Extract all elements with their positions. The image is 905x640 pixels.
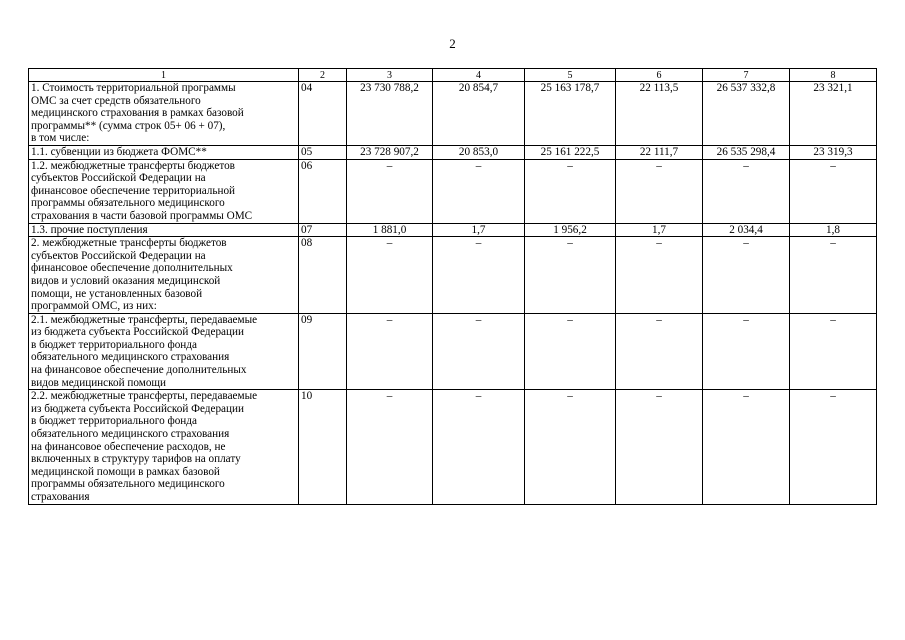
row-value-cell-5: – xyxy=(525,159,616,223)
row-value-cell-6: – xyxy=(616,390,703,504)
header-cell-8: 8 xyxy=(790,69,877,82)
row-value-cell-4: – xyxy=(433,237,525,314)
header-cell-7: 7 xyxy=(703,69,790,82)
header-cell-4: 4 xyxy=(433,69,525,82)
row-value-cell-3: – xyxy=(347,237,433,314)
header-cell-6: 6 xyxy=(616,69,703,82)
row-value-cell-3: 1 881,0 xyxy=(347,223,433,237)
row-value-cell-7: – xyxy=(703,237,790,314)
row-value-cell-6: – xyxy=(616,159,703,223)
row-value-cell-6: – xyxy=(616,313,703,390)
row-value-cell-3: – xyxy=(347,390,433,504)
row-value-cell-7: 2 034,4 xyxy=(703,223,790,237)
table-row xyxy=(29,223,877,237)
row-value-cell-6: 1,7 xyxy=(616,223,703,237)
row-value-cell-8: 23 321,1 xyxy=(790,82,877,146)
row-value-cell-5: – xyxy=(525,313,616,390)
row-value-cell-8: – xyxy=(790,313,877,390)
row-value-cell-8: – xyxy=(790,237,877,314)
table-row xyxy=(29,159,877,223)
row-name-cell: 1.1. субвенции из бюджета ФОМС** xyxy=(29,145,299,159)
row-name-cell: 2.1. межбюджетные трансферты, передаваемые из бюджета субъекта Российской Федерации в бюджет территориального фонда обязательного медицинского страхования на финансовое обеспечение дополнительных видов медицинской помощи xyxy=(29,313,299,390)
row-code-cell: 07 xyxy=(299,223,347,237)
header-cell-5: 5 xyxy=(525,69,616,82)
row-code-cell: 09 xyxy=(299,313,347,390)
row-value-cell-8: – xyxy=(790,390,877,504)
row-value-cell-3: – xyxy=(347,313,433,390)
row-value-cell-4: – xyxy=(433,390,525,504)
row-name-cell: 2.2. межбюджетные трансферты, передаваемые из бюджета субъекта Российской Федерации в бюджет территориального фонда обязательного медицинского страхования на финансовое обеспечение расходов, не включенных в структуру тарифов на оплату медицинской помощи в рамках базовой программы обязательного медицинского страхования xyxy=(29,390,299,504)
row-name-cell: 1.2. межбюджетные трансферты бюджетов субъектов Российской Федерации на финансовое обеспечение территориальной программы обязательного медицинского страхования в части базовой программы ОМС xyxy=(29,159,299,223)
row-value-cell-4: – xyxy=(433,159,525,223)
row-code-cell: 08 xyxy=(299,237,347,314)
header-cell-3: 3 xyxy=(347,69,433,82)
row-code-cell: 06 xyxy=(299,159,347,223)
row-name-cell: 1. Стоимость территориальной программы ОМС за счет средств обязательного медицинского страхования в рамках базовой программы** (сумма строк 05+ 06 + 07), в том числе: xyxy=(29,82,299,146)
header-cell-2: 2 xyxy=(299,69,347,82)
row-code-cell: 10 xyxy=(299,390,347,504)
row-value-cell-7: – xyxy=(703,159,790,223)
row-value-cell-7: – xyxy=(703,390,790,504)
page-number: 2 xyxy=(449,36,456,51)
table-row xyxy=(29,390,877,504)
row-value-cell-8: 23 319,3 xyxy=(790,145,877,159)
row-name-cell: 1.3. прочие поступления xyxy=(29,223,299,237)
data-table xyxy=(28,68,877,505)
row-value-cell-5: 25 163 178,7 xyxy=(525,82,616,146)
row-value-cell-5: 1 956,2 xyxy=(525,223,616,237)
row-value-cell-6: 22 111,7 xyxy=(616,145,703,159)
row-value-cell-4: 20 854,7 xyxy=(433,82,525,146)
row-value-cell-4: 20 853,0 xyxy=(433,145,525,159)
row-value-cell-5: – xyxy=(525,237,616,314)
table-row xyxy=(29,313,877,390)
row-value-cell-8: 1,8 xyxy=(790,223,877,237)
row-value-cell-4: 1,7 xyxy=(433,223,525,237)
row-value-cell-8: – xyxy=(790,159,877,223)
table-row xyxy=(29,237,877,314)
row-value-cell-5: 25 161 222,5 xyxy=(525,145,616,159)
row-code-cell: 04 xyxy=(299,82,347,146)
header-cell-1: 1 xyxy=(29,69,299,82)
row-value-cell-4: – xyxy=(433,313,525,390)
row-value-cell-7: 26 535 298,4 xyxy=(703,145,790,159)
row-value-cell-3: 23 728 907,2 xyxy=(347,145,433,159)
row-code-cell: 05 xyxy=(299,145,347,159)
row-value-cell-5: – xyxy=(525,390,616,504)
row-name-cell: 2. межбюджетные трансферты бюджетов субъектов Российской Федерации на финансовое обеспечение дополнительных видов и условий оказания медицинской помощи, не установленных базовой программой ОМС, из них: xyxy=(29,237,299,314)
row-value-cell-3: 23 730 788,2 xyxy=(347,82,433,146)
row-value-cell-6: – xyxy=(616,237,703,314)
row-value-cell-7: 26 537 332,8 xyxy=(703,82,790,146)
row-value-cell-6: 22 113,5 xyxy=(616,82,703,146)
table-body xyxy=(29,69,877,505)
table-row xyxy=(29,145,877,159)
row-value-cell-3: – xyxy=(347,159,433,223)
row-value-cell-7: – xyxy=(703,313,790,390)
table-header-row xyxy=(29,69,877,82)
table-row xyxy=(29,82,877,146)
